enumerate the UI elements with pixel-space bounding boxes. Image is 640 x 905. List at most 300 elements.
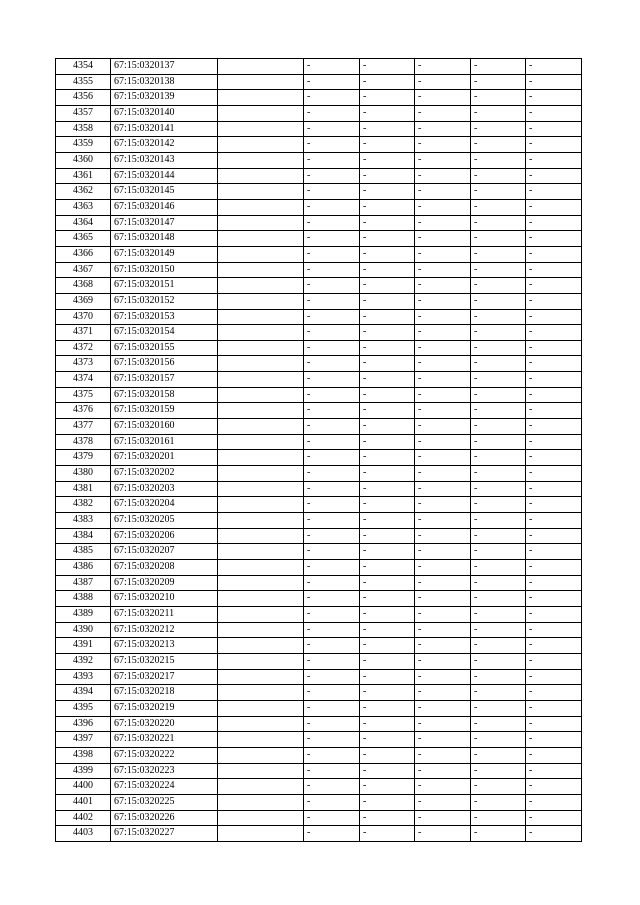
table-row bbox=[56, 763, 582, 779]
value-cell-2: - bbox=[360, 59, 415, 75]
value-cell-2: - bbox=[360, 450, 415, 466]
value-cell-4: - bbox=[471, 325, 526, 341]
table-row bbox=[56, 372, 582, 388]
value-cell-4: - bbox=[471, 669, 526, 685]
cadastral-number-cell: 67:15:0320203 bbox=[111, 481, 218, 497]
name-cell bbox=[218, 105, 304, 121]
cadastral-number-cell: 67:15:0320148 bbox=[111, 231, 218, 247]
value-cell-4: - bbox=[471, 779, 526, 795]
value-cell-2: - bbox=[360, 544, 415, 560]
row-number-cell: 4398 bbox=[56, 747, 111, 763]
cadastral-number-cell: 67:15:0320205 bbox=[111, 513, 218, 529]
name-cell bbox=[218, 434, 304, 450]
value-cell-1: - bbox=[304, 622, 360, 638]
value-cell-3: - bbox=[415, 419, 471, 435]
value-cell-1: - bbox=[304, 246, 360, 262]
value-cell-1: - bbox=[304, 293, 360, 309]
name-cell bbox=[218, 184, 304, 200]
value-cell-1: - bbox=[304, 387, 360, 403]
value-cell-2: - bbox=[360, 340, 415, 356]
value-cell-1: - bbox=[304, 685, 360, 701]
value-cell-5: - bbox=[526, 419, 582, 435]
value-cell-4: - bbox=[471, 372, 526, 388]
value-cell-5: - bbox=[526, 199, 582, 215]
name-cell bbox=[218, 810, 304, 826]
value-cell-5: - bbox=[526, 231, 582, 247]
value-cell-1: - bbox=[304, 779, 360, 795]
value-cell-2: - bbox=[360, 293, 415, 309]
value-cell-2: - bbox=[360, 591, 415, 607]
table-row bbox=[56, 278, 582, 294]
cadastral-number-cell: 67:15:0320147 bbox=[111, 215, 218, 231]
table-row bbox=[56, 246, 582, 262]
name-cell bbox=[218, 794, 304, 810]
value-cell-1: - bbox=[304, 497, 360, 513]
row-number-cell: 4391 bbox=[56, 638, 111, 654]
value-cell-3: - bbox=[415, 685, 471, 701]
value-cell-5: - bbox=[526, 309, 582, 325]
table-row bbox=[56, 231, 582, 247]
value-cell-5: - bbox=[526, 246, 582, 262]
row-number-cell: 4379 bbox=[56, 450, 111, 466]
name-cell bbox=[218, 685, 304, 701]
value-cell-3: - bbox=[415, 231, 471, 247]
value-cell-4: - bbox=[471, 622, 526, 638]
value-cell-4: - bbox=[471, 215, 526, 231]
value-cell-1: - bbox=[304, 732, 360, 748]
value-cell-1: - bbox=[304, 356, 360, 372]
table-row bbox=[56, 152, 582, 168]
table-row bbox=[56, 560, 582, 576]
row-number-cell: 4383 bbox=[56, 513, 111, 529]
row-number-cell: 4366 bbox=[56, 246, 111, 262]
value-cell-4: - bbox=[471, 513, 526, 529]
row-number-cell: 4392 bbox=[56, 653, 111, 669]
value-cell-2: - bbox=[360, 90, 415, 106]
value-cell-1: - bbox=[304, 481, 360, 497]
table-row bbox=[56, 293, 582, 309]
value-cell-3: - bbox=[415, 638, 471, 654]
cadastral-number-cell: 67:15:0320153 bbox=[111, 309, 218, 325]
row-number-cell: 4374 bbox=[56, 372, 111, 388]
value-cell-3: - bbox=[415, 325, 471, 341]
value-cell-3: - bbox=[415, 262, 471, 278]
value-cell-2: - bbox=[360, 732, 415, 748]
value-cell-5: - bbox=[526, 278, 582, 294]
table-row bbox=[56, 340, 582, 356]
cadastral-number-cell: 67:15:0320137 bbox=[111, 59, 218, 75]
value-cell-3: - bbox=[415, 575, 471, 591]
row-number-cell: 4382 bbox=[56, 497, 111, 513]
cadastral-number-cell: 67:15:0320227 bbox=[111, 826, 218, 842]
value-cell-5: - bbox=[526, 513, 582, 529]
row-number-cell: 4402 bbox=[56, 810, 111, 826]
table-row bbox=[56, 700, 582, 716]
table-row bbox=[56, 747, 582, 763]
table-row bbox=[56, 669, 582, 685]
value-cell-5: - bbox=[526, 575, 582, 591]
value-cell-3: - bbox=[415, 794, 471, 810]
value-cell-4: - bbox=[471, 168, 526, 184]
value-cell-2: - bbox=[360, 481, 415, 497]
value-cell-1: - bbox=[304, 513, 360, 529]
cadastral-number-cell: 67:15:0320218 bbox=[111, 685, 218, 701]
value-cell-2: - bbox=[360, 215, 415, 231]
table-row bbox=[56, 387, 582, 403]
cadastral-number-cell: 67:15:0320208 bbox=[111, 560, 218, 576]
value-cell-2: - bbox=[360, 560, 415, 576]
cadastral-number-cell: 67:15:0320224 bbox=[111, 779, 218, 795]
value-cell-2: - bbox=[360, 262, 415, 278]
row-number-cell: 4378 bbox=[56, 434, 111, 450]
value-cell-3: - bbox=[415, 528, 471, 544]
name-cell bbox=[218, 231, 304, 247]
row-number-cell: 4380 bbox=[56, 466, 111, 482]
value-cell-5: - bbox=[526, 105, 582, 121]
name-cell bbox=[218, 278, 304, 294]
value-cell-1: - bbox=[304, 450, 360, 466]
value-cell-4: - bbox=[471, 356, 526, 372]
row-number-cell: 4359 bbox=[56, 137, 111, 153]
cadastral-number-cell: 67:15:0320209 bbox=[111, 575, 218, 591]
value-cell-4: - bbox=[471, 403, 526, 419]
cadastral-table bbox=[55, 58, 582, 842]
cadastral-number-cell: 67:15:0320143 bbox=[111, 152, 218, 168]
value-cell-1: - bbox=[304, 747, 360, 763]
name-cell bbox=[218, 450, 304, 466]
value-cell-2: - bbox=[360, 747, 415, 763]
cadastral-number-cell: 67:15:0320146 bbox=[111, 199, 218, 215]
value-cell-3: - bbox=[415, 215, 471, 231]
value-cell-3: - bbox=[415, 466, 471, 482]
cadastral-number-cell: 67:15:0320222 bbox=[111, 747, 218, 763]
cadastral-number-cell: 67:15:0320145 bbox=[111, 184, 218, 200]
value-cell-4: - bbox=[471, 278, 526, 294]
value-cell-2: - bbox=[360, 372, 415, 388]
table-row bbox=[56, 466, 582, 482]
value-cell-2: - bbox=[360, 779, 415, 795]
cadastral-number-cell: 67:15:0320217 bbox=[111, 669, 218, 685]
value-cell-4: - bbox=[471, 137, 526, 153]
name-cell bbox=[218, 372, 304, 388]
value-cell-2: - bbox=[360, 513, 415, 529]
value-cell-4: - bbox=[471, 794, 526, 810]
name-cell bbox=[218, 528, 304, 544]
row-number-cell: 4385 bbox=[56, 544, 111, 560]
table-row bbox=[56, 622, 582, 638]
value-cell-1: - bbox=[304, 606, 360, 622]
table-row bbox=[56, 606, 582, 622]
value-cell-3: - bbox=[415, 434, 471, 450]
value-cell-5: - bbox=[526, 591, 582, 607]
row-number-cell: 4386 bbox=[56, 560, 111, 576]
row-number-cell: 4370 bbox=[56, 309, 111, 325]
row-number-cell: 4400 bbox=[56, 779, 111, 795]
value-cell-4: - bbox=[471, 528, 526, 544]
row-number-cell: 4354 bbox=[56, 59, 111, 75]
value-cell-2: - bbox=[360, 434, 415, 450]
value-cell-2: - bbox=[360, 74, 415, 90]
cadastral-number-cell: 67:15:0320138 bbox=[111, 74, 218, 90]
value-cell-1: - bbox=[304, 826, 360, 842]
value-cell-4: - bbox=[471, 653, 526, 669]
row-number-cell: 4364 bbox=[56, 215, 111, 231]
cadastral-number-cell: 67:15:0320219 bbox=[111, 700, 218, 716]
value-cell-1: - bbox=[304, 763, 360, 779]
value-cell-2: - bbox=[360, 685, 415, 701]
value-cell-4: - bbox=[471, 152, 526, 168]
value-cell-5: - bbox=[526, 372, 582, 388]
table-row bbox=[56, 794, 582, 810]
value-cell-5: - bbox=[526, 653, 582, 669]
value-cell-3: - bbox=[415, 137, 471, 153]
value-cell-5: - bbox=[526, 560, 582, 576]
name-cell bbox=[218, 716, 304, 732]
value-cell-5: - bbox=[526, 184, 582, 200]
name-cell bbox=[218, 419, 304, 435]
value-cell-1: - bbox=[304, 121, 360, 137]
table-row bbox=[56, 325, 582, 341]
value-cell-5: - bbox=[526, 826, 582, 842]
value-cell-2: - bbox=[360, 794, 415, 810]
table-row bbox=[56, 732, 582, 748]
table-row bbox=[56, 215, 582, 231]
value-cell-3: - bbox=[415, 168, 471, 184]
row-number-cell: 4393 bbox=[56, 669, 111, 685]
row-number-cell: 4368 bbox=[56, 278, 111, 294]
name-cell bbox=[218, 653, 304, 669]
table-row bbox=[56, 59, 582, 75]
value-cell-3: - bbox=[415, 90, 471, 106]
value-cell-3: - bbox=[415, 716, 471, 732]
cadastral-number-cell: 67:15:0320211 bbox=[111, 606, 218, 622]
cadastral-number-cell: 67:15:0320141 bbox=[111, 121, 218, 137]
value-cell-3: - bbox=[415, 293, 471, 309]
value-cell-5: - bbox=[526, 59, 582, 75]
value-cell-3: - bbox=[415, 105, 471, 121]
value-cell-5: - bbox=[526, 293, 582, 309]
value-cell-3: - bbox=[415, 606, 471, 622]
value-cell-2: - bbox=[360, 700, 415, 716]
row-number-cell: 4358 bbox=[56, 121, 111, 137]
value-cell-1: - bbox=[304, 90, 360, 106]
value-cell-2: - bbox=[360, 356, 415, 372]
value-cell-2: - bbox=[360, 403, 415, 419]
value-cell-3: - bbox=[415, 481, 471, 497]
table-row bbox=[56, 450, 582, 466]
value-cell-5: - bbox=[526, 403, 582, 419]
value-cell-3: - bbox=[415, 278, 471, 294]
value-cell-5: - bbox=[526, 325, 582, 341]
value-cell-2: - bbox=[360, 231, 415, 247]
value-cell-1: - bbox=[304, 105, 360, 121]
value-cell-4: - bbox=[471, 826, 526, 842]
row-number-cell: 4381 bbox=[56, 481, 111, 497]
row-number-cell: 4396 bbox=[56, 716, 111, 732]
value-cell-1: - bbox=[304, 152, 360, 168]
value-cell-4: - bbox=[471, 262, 526, 278]
value-cell-3: - bbox=[415, 340, 471, 356]
name-cell bbox=[218, 387, 304, 403]
value-cell-5: - bbox=[526, 137, 582, 153]
value-cell-1: - bbox=[304, 419, 360, 435]
value-cell-3: - bbox=[415, 356, 471, 372]
table-row bbox=[56, 121, 582, 137]
table-row bbox=[56, 528, 582, 544]
row-number-cell: 4357 bbox=[56, 105, 111, 121]
value-cell-5: - bbox=[526, 152, 582, 168]
value-cell-4: - bbox=[471, 184, 526, 200]
cadastral-number-cell: 67:15:0320161 bbox=[111, 434, 218, 450]
value-cell-5: - bbox=[526, 763, 582, 779]
table-row bbox=[56, 638, 582, 654]
value-cell-3: - bbox=[415, 246, 471, 262]
value-cell-1: - bbox=[304, 168, 360, 184]
value-cell-5: - bbox=[526, 481, 582, 497]
name-cell bbox=[218, 121, 304, 137]
value-cell-3: - bbox=[415, 622, 471, 638]
value-cell-3: - bbox=[415, 403, 471, 419]
value-cell-4: - bbox=[471, 497, 526, 513]
cadastral-number-cell: 67:15:0320140 bbox=[111, 105, 218, 121]
value-cell-2: - bbox=[360, 575, 415, 591]
value-cell-1: - bbox=[304, 638, 360, 654]
value-cell-2: - bbox=[360, 466, 415, 482]
value-cell-3: - bbox=[415, 199, 471, 215]
row-number-cell: 4367 bbox=[56, 262, 111, 278]
cadastral-number-cell: 67:15:0320142 bbox=[111, 137, 218, 153]
value-cell-1: - bbox=[304, 403, 360, 419]
value-cell-5: - bbox=[526, 747, 582, 763]
value-cell-2: - bbox=[360, 152, 415, 168]
cadastral-number-cell: 67:15:0320155 bbox=[111, 340, 218, 356]
table-row bbox=[56, 575, 582, 591]
value-cell-5: - bbox=[526, 810, 582, 826]
value-cell-5: - bbox=[526, 168, 582, 184]
value-cell-2: - bbox=[360, 528, 415, 544]
row-number-cell: 4390 bbox=[56, 622, 111, 638]
name-cell bbox=[218, 466, 304, 482]
value-cell-2: - bbox=[360, 606, 415, 622]
cadastral-number-cell: 67:15:0320212 bbox=[111, 622, 218, 638]
value-cell-3: - bbox=[415, 497, 471, 513]
value-cell-2: - bbox=[360, 387, 415, 403]
row-number-cell: 4365 bbox=[56, 231, 111, 247]
value-cell-5: - bbox=[526, 215, 582, 231]
value-cell-5: - bbox=[526, 387, 582, 403]
value-cell-2: - bbox=[360, 419, 415, 435]
value-cell-1: - bbox=[304, 278, 360, 294]
name-cell bbox=[218, 591, 304, 607]
value-cell-3: - bbox=[415, 591, 471, 607]
row-number-cell: 4403 bbox=[56, 826, 111, 842]
value-cell-1: - bbox=[304, 309, 360, 325]
cadastral-number-cell: 67:15:0320152 bbox=[111, 293, 218, 309]
table-row bbox=[56, 105, 582, 121]
value-cell-3: - bbox=[415, 184, 471, 200]
table-row bbox=[56, 168, 582, 184]
row-number-cell: 4355 bbox=[56, 74, 111, 90]
table-row bbox=[56, 184, 582, 200]
value-cell-1: - bbox=[304, 372, 360, 388]
value-cell-1: - bbox=[304, 262, 360, 278]
table-row bbox=[56, 685, 582, 701]
value-cell-4: - bbox=[471, 293, 526, 309]
name-cell bbox=[218, 59, 304, 75]
value-cell-4: - bbox=[471, 763, 526, 779]
cadastral-number-cell: 67:15:0320159 bbox=[111, 403, 218, 419]
value-cell-4: - bbox=[471, 700, 526, 716]
value-cell-5: - bbox=[526, 74, 582, 90]
value-cell-3: - bbox=[415, 152, 471, 168]
name-cell bbox=[218, 700, 304, 716]
value-cell-1: - bbox=[304, 794, 360, 810]
cadastral-number-cell: 67:15:0320215 bbox=[111, 653, 218, 669]
row-number-cell: 4387 bbox=[56, 575, 111, 591]
value-cell-4: - bbox=[471, 231, 526, 247]
table-row bbox=[56, 810, 582, 826]
value-cell-2: - bbox=[360, 669, 415, 685]
cadastral-number-cell: 67:15:0320139 bbox=[111, 90, 218, 106]
value-cell-1: - bbox=[304, 59, 360, 75]
row-number-cell: 4371 bbox=[56, 325, 111, 341]
name-cell bbox=[218, 246, 304, 262]
value-cell-4: - bbox=[471, 74, 526, 90]
value-cell-1: - bbox=[304, 810, 360, 826]
value-cell-5: - bbox=[526, 528, 582, 544]
row-number-cell: 4361 bbox=[56, 168, 111, 184]
value-cell-5: - bbox=[526, 434, 582, 450]
value-cell-4: - bbox=[471, 59, 526, 75]
cadastral-number-cell: 67:15:0320144 bbox=[111, 168, 218, 184]
value-cell-1: - bbox=[304, 231, 360, 247]
table-row bbox=[56, 262, 582, 278]
table-row bbox=[56, 74, 582, 90]
name-cell bbox=[218, 560, 304, 576]
value-cell-4: - bbox=[471, 199, 526, 215]
table-row bbox=[56, 356, 582, 372]
value-cell-5: - bbox=[526, 544, 582, 560]
cadastral-number-cell: 67:15:0320226 bbox=[111, 810, 218, 826]
cadastral-number-cell: 67:15:0320213 bbox=[111, 638, 218, 654]
row-number-cell: 4362 bbox=[56, 184, 111, 200]
value-cell-4: - bbox=[471, 387, 526, 403]
name-cell bbox=[218, 293, 304, 309]
value-cell-1: - bbox=[304, 434, 360, 450]
value-cell-1: - bbox=[304, 700, 360, 716]
value-cell-1: - bbox=[304, 215, 360, 231]
cadastral-number-cell: 67:15:0320221 bbox=[111, 732, 218, 748]
row-number-cell: 4369 bbox=[56, 293, 111, 309]
value-cell-1: - bbox=[304, 716, 360, 732]
name-cell bbox=[218, 497, 304, 513]
value-cell-4: - bbox=[471, 121, 526, 137]
row-number-cell: 4377 bbox=[56, 419, 111, 435]
value-cell-3: - bbox=[415, 372, 471, 388]
table-row bbox=[56, 779, 582, 795]
value-cell-4: - bbox=[471, 544, 526, 560]
value-cell-5: - bbox=[526, 340, 582, 356]
name-cell bbox=[218, 513, 304, 529]
name-cell bbox=[218, 199, 304, 215]
value-cell-4: - bbox=[471, 810, 526, 826]
name-cell bbox=[218, 325, 304, 341]
cadastral-number-cell: 67:15:0320154 bbox=[111, 325, 218, 341]
cadastral-number-cell: 67:15:0320225 bbox=[111, 794, 218, 810]
value-cell-1: - bbox=[304, 74, 360, 90]
value-cell-3: - bbox=[415, 513, 471, 529]
value-cell-4: - bbox=[471, 606, 526, 622]
